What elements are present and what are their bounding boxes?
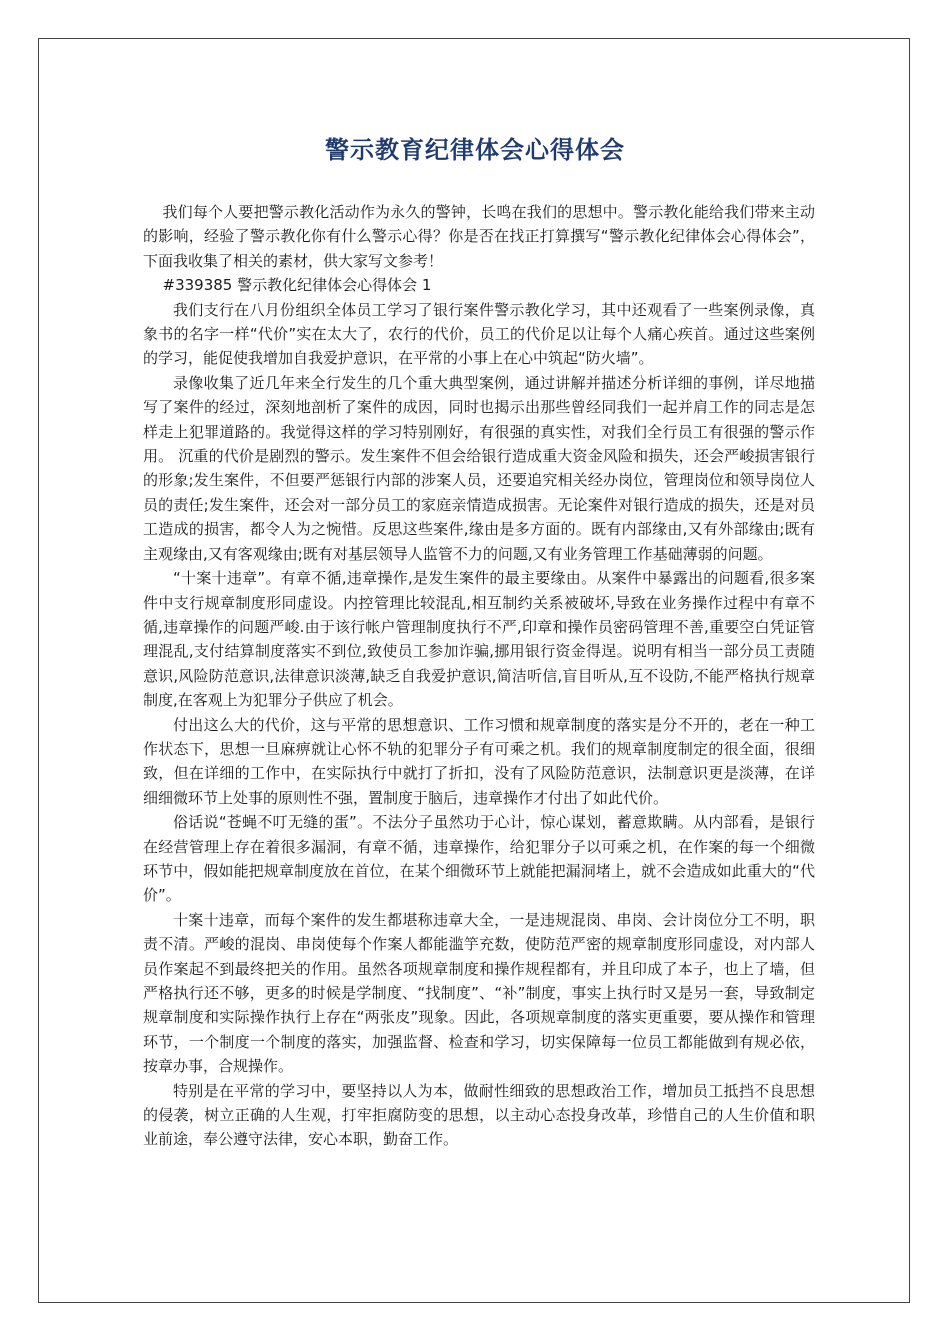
- body-paragraph: 特别是在平常的学习中，要坚持以人为本，做耐性细致的思想政治工作，增加员工抵挡不良思想的侵袭，树立正确的人生观，打牢拒腐防变的思想，以主动心态投身改革，珍惜自己的人生价值和职业前途，奉公遵守法律，安心本职，勤奋工作。: [143, 1081, 815, 1149]
- body-paragraph: 付出这么大的代价，这与平常的思想意识、工作习惯和规章制度的落实是分不开的，老在一种工作状态下，思想一旦麻痹就让心怀不轨的犯罪分子有可乘之机。我们的规章制度制定的很全面，很细致，但在详细的工作中，在实际执行中就打了折扣，没有了风险防范意识，法制意识更是淡薄，在详细细微环节上处事的原则性不强，置制度于脑后，违章操作才付出了如此代价。: [143, 715, 815, 807]
- body-paragraph: 录像收集了近几年来全行发生的几个重大典型案例，通过讲解并描述分析详细的事例，详尽地描写了案件的经过，深刻地剖析了案件的成因，同时也揭示出那些曾经同我们一起并肩工作的同志是怎样走上犯罪道路的。我觉得这样的学习特别刚好，有很强的真实性，对我们全行员工有很强的警示作用。 沉重的代价是剧烈的警示。发生案件不但会给银行造成重大资金风险和损失，还会严峻损害银行的形象;发生案件，不但要严惩银行内部的涉案人员，还要追究相关经办岗位，管理岗位和领导岗位人员的责任;发生案件，还会对一部分员工的家庭亲情造成损害。无论案件对银行造成的损失，还是对员工造成的损害，都令人为之惋惜。反思这些案件,缘由是多方面的。既有内部缘由,又有外部缘由;既有主观缘由,又有客观缘由;既有对基层领导人监管不力的问题,又有业务管理工作基础薄弱的问题。: [143, 373, 815, 563]
- body-paragraph: “十案十违章”。有章不循,违章操作,是发生案件的最主要缘由。从案件中暴露出的问题看,很多案件中支行规章制度形同虚设。内控管理比较混乱,相互制约关系被破坏,导致在业务操作过程中有章不循,违章操作的问题严峻.由于该行帐户管理制度执行不严,印章和操作员密码管理不善,重要空白凭证管理混乱,支付结算制度落实不到位,致使员工参加诈骗,挪用银行资金得逞。说明有相当一部分员工责随意识,风险防范意识,法律意识淡薄,缺乏自我爱护意识,简洁听信,盲目听从,互不设防,不能严格执行规章制度,在客观上为犯罪分子供应了机会。: [143, 569, 815, 710]
- document-title: 警示教育纪律体会心得体会: [325, 136, 625, 164]
- body-paragraph: 十案十违章，而每个案件的发生都堪称违章大全，一是违规混岗、串岗、会计岗位分工不明，职责不清。严峻的混岗、串岗使每个作案人都能滥竽充数，使防范严密的规章制度形同虚设，对内部人员作案起不到最终把关的作用。虽然各项规章制度和操作规程都有，并且印成了本子，也上了墙，但严格执行还不够，更多的时候是学制度、“找制度”、“补”制度，事实上执行时又是另一套，导致制定规章制度和实际操作执行上存在“两张皮”现象。因此，各项规章制度的落实更重要，要从操作和管理环节，一个制度一个制度的落实，加强监督、检查和学习，切实保障每一位员工都能做到有规必依，按章办事，合规操作。: [143, 910, 815, 1076]
- document-body: [143, 200, 815, 1152]
- intro-paragraph: 我们每个人要把警示教化活动作为永久的警钟，长鸣在我们的思想中。警示教化能给我们带来主动的影响，经验了警示教化你有什么警示心得？你是否在找正打算撰写“警示教化纪律体会心得体会”，下面我收集了相关的素材，供大家写文参考！: [143, 203, 815, 270]
- section-heading: #339385 警示教化纪律体会心得体会 1: [162, 276, 432, 295]
- body-paragraph: 我们支行在八月份组织全体员工学习了银行案件警示教化学习，其中还观看了一些案例录像，真象书的名字一样“代价”实在太大了，农行的代价，员工的代价足以让每个人痛心疾首。通过这些案例的学习，能促使我增加自我爱护意识，在平常的小事上在心中筑起“防火墙”。: [143, 300, 815, 368]
- body-paragraph: 俗话说“苍蝇不叮无缝的蛋”。不法分子虽然功于心计，惊心谋划，蓄意欺瞒。从内部看，是银行在经营管理上存在着很多漏洞，有章不循，违章操作，给犯罪分子以可乘之机，在作案的每一个细微环节中，假如能把规章制度放在首位，在某个细微环节上就能把漏洞堵上，就不会造成如此重大的“代价”。: [143, 813, 815, 905]
